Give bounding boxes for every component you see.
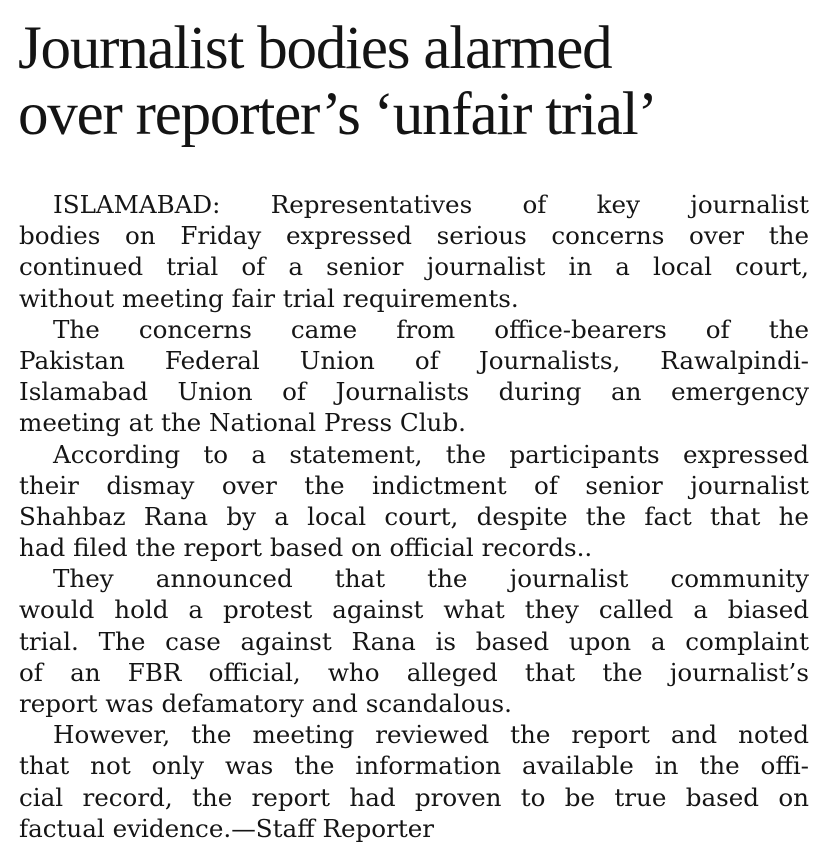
text-line: their dismay over the indictment of senior journalist <box>19 470 809 500</box>
text-line: continued trial of a senior journalist in a local court, <box>19 252 809 282</box>
text-line: report was defamatory and scandalous. <box>19 689 512 718</box>
paragraph-4 <box>19 563 809 719</box>
text-line: would hold a protest against what they called a biased <box>19 595 809 625</box>
paragraph-1 <box>19 189 809 314</box>
text-line: of an FBR official, who alleged that the journalist’s <box>19 657 809 687</box>
text-line: trial. The case against Rana is based upon a complaint <box>19 626 809 656</box>
text-line: Shahbaz Rana by a local court, despite the fact that he <box>19 501 809 531</box>
text-line: without meeting fair trial requirements. <box>19 283 519 313</box>
text-line: Pakistan Federal Union of Journalists, Rawalpindi- <box>19 345 809 375</box>
text-line: cial record, the report had proven to be true based on <box>19 782 809 812</box>
headline <box>18 16 818 148</box>
text-line: factual evidence.—Staff Reporter <box>19 813 435 843</box>
text-line: bodies on Friday expressed serious concerns over the <box>19 221 809 251</box>
headline-line: Journalist bodies alarmed <box>18 15 612 82</box>
text-line: They announced that the journalist community <box>53 564 809 594</box>
paragraph-5 <box>19 719 809 844</box>
text-line: that not only was the information available in the offi- <box>19 751 809 781</box>
text-line: However, the meeting reviewed the report and noted <box>53 720 809 750</box>
article-body <box>19 189 809 844</box>
paragraph-2 <box>19 314 809 439</box>
text-line: Islamabad Union of Journalists during an emergency <box>19 377 809 407</box>
paragraph-3 <box>19 439 809 564</box>
text-line: meeting at the National Press Club. <box>19 408 466 438</box>
text-line: had filed the report based on official records.. <box>19 533 593 563</box>
text-line: According to a statement, the participants expressed <box>53 439 809 469</box>
headline-line: over reporter’s ‘unfair trial’ <box>18 81 657 148</box>
text-line: ISLAMABAD: Representatives of key journalist <box>53 190 809 219</box>
text-line: The concerns came from office-bearers of the <box>53 314 809 344</box>
